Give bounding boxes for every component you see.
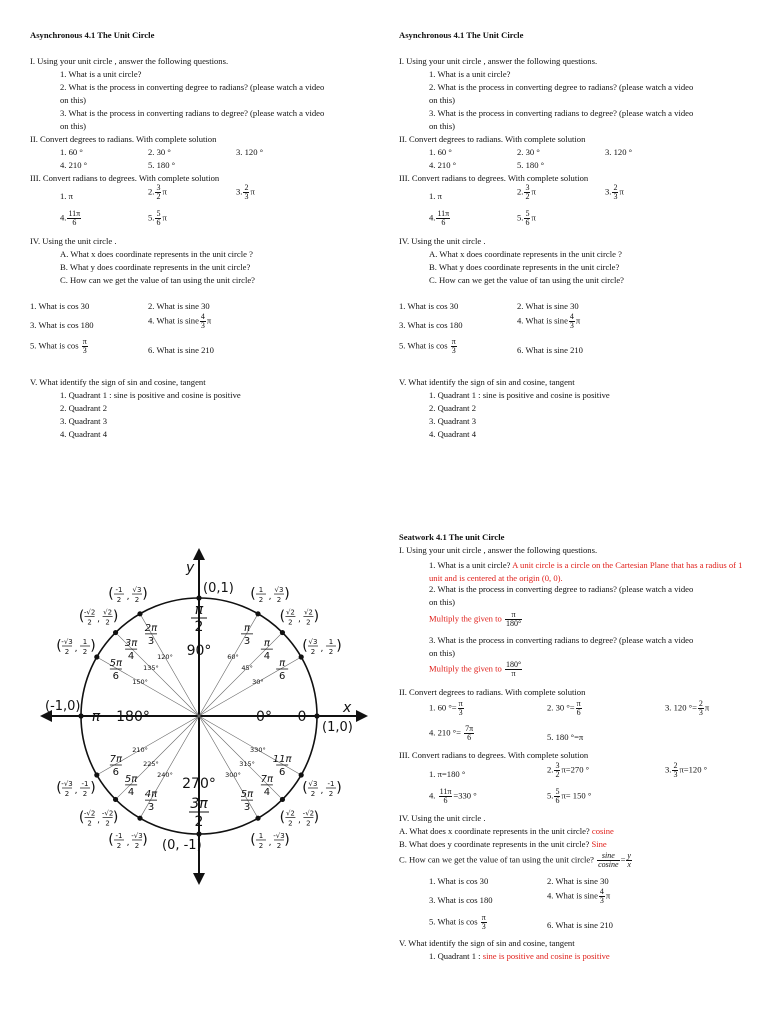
angle-point <box>94 654 99 659</box>
fraction: $\frac{11\pi}{6}$ <box>437 209 450 227</box>
radian-label-den: 6 <box>278 671 286 682</box>
coord-y-num: -√2 <box>101 809 114 818</box>
radian-label-num: π <box>279 658 286 669</box>
degree-label: 30° <box>252 678 264 686</box>
question-2-cont: on this) <box>429 597 456 607</box>
coord-x-num: 1 <box>258 831 264 840</box>
degree-label: 60° <box>227 653 239 662</box>
section-2-heading: II. Convert degrees to radians. With complete solution <box>30 134 217 144</box>
s3-item: 5. $\frac{5}{6}$ π <box>148 209 167 227</box>
s3-item: 2. $\frac{3}{2}$ π <box>148 183 167 201</box>
coord-paren: ( <box>279 809 286 826</box>
s5-item: 2. Quadrant 2 <box>60 403 108 413</box>
seatwork-title: Seatwork 4.1 The unit Circle <box>399 532 505 542</box>
fraction: $\frac{7\pi}{6}$ <box>465 724 474 742</box>
section-2-heading: II. Convert degrees to radians. With complete solution <box>399 687 586 697</box>
fraction: $\frac{2}{3}$ <box>673 761 678 779</box>
coord-y-num: 1 <box>82 638 88 646</box>
fraction: $\frac{\pi}{3}$ <box>458 699 463 717</box>
coord-y-num: -√2 <box>302 809 315 818</box>
angle-ray <box>199 633 282 716</box>
coord-comma: , <box>297 815 301 826</box>
coord-y-num: 1 <box>328 638 334 646</box>
fraction: $\frac{2}{3}$ <box>698 699 703 717</box>
s2-answer: 5. 180 °=π <box>547 732 584 742</box>
coord-comma: , <box>126 837 130 848</box>
s3-answer: 3. $\frac{2}{3}$ π=120 ° <box>665 761 708 779</box>
fraction: sine cosine <box>598 851 619 869</box>
coord-paren: ) <box>90 780 96 796</box>
angle-point <box>78 713 83 718</box>
s5-answer: 1. Quadrant 1 : sine is positive and cosine is positive <box>429 951 610 961</box>
fraction: $\frac{y}{x}$ <box>627 851 631 869</box>
s2-item: 4. 210 ° <box>429 160 457 170</box>
fraction: $\frac{\pi}{3}$ <box>481 913 486 931</box>
radian-label-den: 3 <box>147 802 155 814</box>
s4-question-b: B. What y does coordinate represents in the unit circle? <box>429 262 620 272</box>
deg-180: 180° <box>116 709 150 725</box>
coord-paren: ( <box>56 780 62 796</box>
radian-label-den: 3 <box>243 802 251 814</box>
coord-y-num: √3 <box>274 586 284 595</box>
question-2: 2. What is the process in converting degree to radians? (please watch a video <box>429 584 694 594</box>
coord-x-num: -1 <box>115 586 123 595</box>
coord-y-den: 2 <box>276 596 282 605</box>
coord-y-den: 2 <box>134 596 140 605</box>
coord-comma: , <box>126 592 130 603</box>
coord-x-den: 2 <box>87 819 92 828</box>
section-4-heading: IV. Using the unit circle . <box>30 236 117 246</box>
coord-comma: , <box>320 786 324 796</box>
trig-q: 6. What is sine 210 <box>547 920 613 930</box>
coord-x-num: -√2 <box>83 809 96 818</box>
s3-answer: 5. $\frac{5}{6}$ π= 150 ° <box>547 787 592 805</box>
coord-paren: ) <box>284 586 290 603</box>
coord-x-num: 1 <box>258 586 264 595</box>
s4-question-c: C. How can we get the value of tan using the unit circle? <box>429 275 624 285</box>
degree-label: 315° <box>239 760 255 769</box>
question-2: 2. What is the process in converting degree to radians? (please watch a video <box>429 82 694 92</box>
trig-q: 3. What is cos 180 <box>30 320 94 330</box>
s5-item: 3. Quadrant 3 <box>429 416 477 426</box>
radian-label-num: 5π <box>240 789 254 801</box>
degree-label: 45° <box>241 663 253 672</box>
rad-pi: π <box>91 709 101 725</box>
coord-x-den: 2 <box>310 790 316 798</box>
section-5-heading: V. What identify the sign of sin and cosine, tangent <box>399 377 575 387</box>
section-1-heading: I. Using your unit circle , answer the following questions. <box>30 56 229 66</box>
deg-0: 0° <box>256 709 272 725</box>
s3-item: 3. $\frac{2}{3}$ π <box>236 183 255 201</box>
fraction: $\frac{5}{6}$ <box>555 787 560 805</box>
fraction: $\frac{3}{2}$ <box>555 761 560 779</box>
angle-point <box>113 797 118 802</box>
coord-comma: , <box>320 644 324 654</box>
degree-label: 150° <box>132 678 148 686</box>
coord-y-den: 2 <box>328 648 334 656</box>
angle-point <box>255 816 260 821</box>
trig-q: 2. What is sine 30 <box>148 301 210 311</box>
degree-label: 330° <box>250 746 266 754</box>
radian-label-den: 4 <box>263 786 271 798</box>
coord-x-den: 2 <box>87 618 92 627</box>
s3-item: 4. $\frac{11\pi}{6}$ <box>60 209 81 227</box>
s5-item: 1. Quadrant 1 : sine is positive and cosine is positive <box>429 390 610 400</box>
coord-paren: ( <box>78 608 85 625</box>
s3-answer: 1. π=180 ° <box>429 769 466 779</box>
s5-item: 2. Quadrant 2 <box>429 403 477 413</box>
trig-q: 5. What is cos $\frac{\pi}{3}$ <box>429 913 486 931</box>
trig-q: 3. What is cos 180 <box>429 895 493 905</box>
question-3: 3. What is the process in converting radians to degree? (please watch a video <box>429 108 694 118</box>
degree-label: 300° <box>225 770 241 779</box>
trig-q: 2. What is sine 30 <box>547 876 609 886</box>
s3-item: 4. $\frac{11\pi}{6}$ <box>429 209 450 227</box>
coord-x-num: √3 <box>308 780 318 788</box>
radian-label-den: 4 <box>127 651 135 663</box>
coord-y-num: √2 <box>303 608 313 617</box>
trig-q: 6. What is sine 210 <box>148 345 214 355</box>
coord-x-num: √2 <box>285 809 295 818</box>
coord-paren: ( <box>279 608 286 625</box>
coord-y-num: √2 <box>103 608 113 617</box>
coord-top: (0,1) <box>203 581 234 596</box>
s5-item: 3. Quadrant 3 <box>60 416 108 426</box>
trig-q: 4. What is sine $\frac{4}{3}$ π <box>517 312 581 330</box>
coord-paren: ) <box>336 638 342 654</box>
coord-x-den: 2 <box>116 596 122 605</box>
coord-x-num: -√3 <box>61 638 73 646</box>
coord-paren: ) <box>112 608 119 625</box>
radian-label-num: π <box>243 622 251 634</box>
radian-label-num: 11π <box>272 754 292 765</box>
s3-item: 5. $\frac{5}{6}$ π <box>517 209 536 227</box>
deg-90: 90° <box>186 643 212 659</box>
s5-item: 1. Quadrant 1 : sine is positive and cosine is positive <box>60 390 241 400</box>
fraction: $\frac{180^\circ}{\pi}$ <box>505 660 522 678</box>
arrow-up-icon <box>193 548 205 560</box>
coord-paren: ) <box>90 638 96 654</box>
radian-label-num: 7π <box>260 773 274 785</box>
fraction: $\frac{\pi}{3}$ <box>82 337 87 355</box>
radian-label-num: 3π <box>124 638 138 650</box>
angle-point <box>280 797 285 802</box>
s5-item: 4. Quadrant 4 <box>60 429 108 439</box>
coord-x-num: -√3 <box>61 780 73 788</box>
answer-unit-circle: 1. What is a unit circle? A unit circle is a circle on the Cartesian Plane that has a radius of 1 unit and is centered at the origin (0, 0). <box>429 560 743 583</box>
degree-label: 210° <box>132 746 148 754</box>
section-3-heading: III. Convert radians to degrees. With complete solution <box>30 173 220 183</box>
angle-point <box>196 595 201 600</box>
fraction: $\frac{4}{3}$ <box>200 312 205 330</box>
radian-label-num: π <box>263 638 270 650</box>
s2-item: 4. 210 ° <box>60 160 88 170</box>
s3-item: 1. π <box>60 191 73 201</box>
trig-q: 4. What is sine $\frac{4}{3}$ π <box>547 887 611 905</box>
angle-point <box>113 630 118 635</box>
coord-paren: ( <box>56 638 62 654</box>
radian-label-den: 4 <box>263 651 271 663</box>
coord-left: (-1,0) <box>45 699 81 714</box>
coord-x-num: √3 <box>308 638 318 646</box>
s2-item: 5. 180 ° <box>517 160 545 170</box>
coord-paren: ) <box>336 780 342 796</box>
worksheet-title: Asynchronous 4.1 The Unit Circle <box>30 30 155 40</box>
angle-point <box>255 611 260 616</box>
section-3-heading: III. Convert radians to degrees. With complete solution <box>399 750 589 760</box>
coord-y-den: 2 <box>306 618 311 627</box>
s4-question-a: A. What x does coordinate represents in the unit circle ? <box>429 249 622 259</box>
coord-right: (1,0) <box>322 720 353 735</box>
section-5-heading: V. What identify the sign of sin and cosine, tangent <box>30 377 206 387</box>
section-1-heading: I. Using your unit circle , answer the following questions. <box>399 56 598 66</box>
coord-x-den: 2 <box>310 648 316 656</box>
section-4-heading: IV. Using the unit circle . <box>399 236 486 246</box>
section-1-heading: I. Using your unit circle , answer the following questions. <box>399 545 598 555</box>
fraction: $\frac{3}{2}$ <box>156 183 161 201</box>
coord-paren: ) <box>284 831 290 848</box>
s3-item: 2. $\frac{3}{2}$ π <box>517 183 536 201</box>
trig-q: 3. What is cos 180 <box>399 320 463 330</box>
radian-label-num: 5π <box>109 658 123 669</box>
coord-paren: ( <box>250 831 256 848</box>
coord-y-den: 2 <box>328 790 334 798</box>
coord-x-den: 2 <box>258 841 264 850</box>
coord-y-num: √3 <box>132 586 142 595</box>
question-2-cont: on this) <box>60 95 87 105</box>
fraction: $\frac{2}{3}$ <box>244 183 249 201</box>
s4-answer-a: A. What does x coordinate represents in the unit circle? cosine <box>399 826 614 836</box>
coord-comma: , <box>297 614 301 625</box>
section-5-heading: V. What identify the sign of sin and cosine, tangent <box>399 938 575 948</box>
trig-q: 2. What is sine 30 <box>517 301 579 311</box>
question-3-cont: on this) <box>429 121 456 131</box>
radian-label-den: 3 <box>147 635 155 647</box>
angle-point <box>299 654 304 659</box>
question-1: 1. What is a unit circle? <box>429 69 511 79</box>
s3-item: 1. π <box>429 191 442 201</box>
radian-label-den: 6 <box>278 767 286 778</box>
coord-x-den: 2 <box>64 648 70 656</box>
coord-x-den: 2 <box>258 596 264 605</box>
angle-point <box>314 713 319 718</box>
trig-q: 1. What is cos 30 <box>429 876 489 886</box>
fraction: $\frac{4}{3}$ <box>599 887 604 905</box>
coord-comma: , <box>97 815 101 826</box>
coord-x-num: -√2 <box>83 608 96 617</box>
s3-item: 3. $\frac{2}{3}$ π <box>605 183 624 201</box>
trig-q: 6. What is sine 210 <box>517 345 583 355</box>
coord-comma: , <box>97 614 101 625</box>
s2-item: 5. 180 ° <box>148 160 176 170</box>
coord-x-num: √2 <box>285 608 295 617</box>
rad-3pi-2-den: 2 <box>194 814 204 830</box>
question-3-cont: on this) <box>429 648 456 658</box>
question-3: 3. What is the process in converting radians to degree? (please watch a video <box>429 635 694 645</box>
coord-paren: ) <box>313 809 320 826</box>
fraction: $\frac{11\pi}{6}$ <box>439 787 452 805</box>
coord-comma: , <box>268 592 272 603</box>
s4-answer-b: B. What does y coordinate represents in the unit circle? Sine <box>399 839 607 849</box>
s2-item: 2. 30 ° <box>148 147 171 157</box>
s3-answer: 2. $\frac{3}{2}$ π=270 ° <box>547 761 590 779</box>
radian-label-num: 7π <box>109 754 123 765</box>
coord-x-den: 2 <box>288 618 293 627</box>
trig-q: 5. What is cos $\frac{\pi}{3}$ <box>399 337 456 355</box>
answer-rad-to-deg: Multiply the given to $\frac{180^\circ}{\pi}$ <box>429 660 522 678</box>
question-2-cont: on this) <box>429 95 456 105</box>
coord-paren: ) <box>142 831 148 848</box>
radian-label-num: 4π <box>144 789 158 801</box>
s4-question-c: C. How can we get the value of tan using the unit circle? <box>60 275 255 285</box>
coord-paren: ) <box>112 809 119 826</box>
coord-y-den: 2 <box>82 648 88 656</box>
fraction: $\frac{5}{6}$ <box>525 209 530 227</box>
fraction: $\frac{3}{2}$ <box>525 183 530 201</box>
coord-paren: ( <box>108 586 114 603</box>
coord-y-den: 2 <box>306 819 311 828</box>
s2-answer: 3. 120 °= $\frac{2}{3}$ π <box>665 699 710 717</box>
coord-y-den: 2 <box>105 618 110 627</box>
rad-0: 0 <box>297 709 307 725</box>
s3-answer: 4. $\frac{11\pi}{6}$ =330 ° <box>429 787 477 805</box>
angle-point <box>280 630 285 635</box>
coord-paren: ( <box>302 780 308 796</box>
arrow-right-icon <box>356 710 368 722</box>
s5-item: 4. Quadrant 4 <box>429 429 477 439</box>
answer-text: A unit circle is a circle on the Cartesian Plane that has a radius of 1 unit and is centered at the origin (0, 0). <box>429 560 743 583</box>
coord-paren: ) <box>313 608 320 625</box>
s2-item: 3. 120 ° <box>236 147 264 157</box>
coord-y-num: -√3 <box>131 831 143 840</box>
s2-item: 3. 120 ° <box>605 147 633 157</box>
fraction: $\frac{\pi}{3}$ <box>451 337 456 355</box>
coord-comma: , <box>74 786 78 796</box>
coord-x-num: -1 <box>115 831 123 840</box>
question-1: 1. What is a unit circle? <box>60 69 142 79</box>
fraction: $\frac{\pi}{6}$ <box>576 699 581 717</box>
radian-label-den: 4 <box>127 786 135 798</box>
coord-paren: ( <box>108 831 114 848</box>
question-3-cont: on this) <box>60 121 87 131</box>
coord-y-num: -1 <box>81 780 89 788</box>
answer-deg-to-rad: Multiply the given to $\frac{\pi}{180^\circ}$ <box>429 610 522 628</box>
s2-item: 2. 30 ° <box>517 147 540 157</box>
radian-label-num: 5π <box>124 773 138 785</box>
angle-point <box>137 816 142 821</box>
trig-q: 1. What is cos 30 <box>30 301 90 311</box>
trig-q: 5. What is cos $\frac{\pi}{3}$ <box>30 337 87 355</box>
s4-question-b: B. What y does coordinate represents in the unit circle? <box>60 262 251 272</box>
fraction: $\frac{4}{3}$ <box>569 312 574 330</box>
rad-pi-2-den: 2 <box>194 619 204 635</box>
angle-point <box>196 831 201 836</box>
coord-y-den: 2 <box>276 841 282 850</box>
s2-answer: 4. 210 °= $\frac{7\pi}{6}$ <box>429 724 474 742</box>
fraction: $\frac{5}{6}$ <box>156 209 161 227</box>
degree-label: 120° <box>157 653 173 662</box>
s2-answer: 2. 30 °= $\frac{\pi}{6}$ <box>547 699 581 717</box>
section-4-heading: IV. Using the unit circle . <box>399 813 486 823</box>
s4-answer-c: C. How can we get the value of tan using the unit circle? sine cosine = $\frac{y}{x}$ <box>399 851 631 869</box>
question-3: 3. What is the process in converting radians to degree? (please watch a video <box>60 108 325 118</box>
fraction: $\frac{11\pi}{6}$ <box>68 209 81 227</box>
coord-x-den: 2 <box>288 819 293 828</box>
question-2: 2. What is the process in converting degree to radians? (please watch a video <box>60 82 325 92</box>
coord-paren: ( <box>78 809 85 826</box>
degree-label: 135° <box>143 663 159 672</box>
radian-label-num: 2π <box>144 622 158 634</box>
fraction: $\frac{2}{3}$ <box>613 183 618 201</box>
coord-paren: ) <box>142 586 148 603</box>
coord-y-den: 2 <box>134 841 140 850</box>
worksheet-title: Asynchronous 4.1 The Unit Circle <box>399 30 524 40</box>
s2-item: 1. 60 ° <box>429 147 452 157</box>
coord-y-num: -1 <box>327 780 335 788</box>
degree-label: 240° <box>157 770 173 779</box>
section-2-heading: II. Convert degrees to radians. With complete solution <box>399 134 586 144</box>
arrow-down-icon <box>193 873 205 885</box>
coord-y-den: 2 <box>105 819 110 828</box>
angle-point <box>137 611 142 616</box>
coord-y-num: -√3 <box>273 831 285 840</box>
coord-bottom: (0, -1) <box>162 838 202 853</box>
coord-comma: , <box>268 837 272 848</box>
s2-answer: 1. 60 °= $\frac{\pi}{3}$ <box>429 699 463 717</box>
rad-pi-2-num: π <box>194 602 204 618</box>
deg-270: 270° <box>182 776 216 792</box>
coord-x-den: 2 <box>64 790 70 798</box>
radian-label-den: 6 <box>112 671 120 682</box>
angle-point <box>94 772 99 777</box>
coord-y-den: 2 <box>82 790 88 798</box>
angle-point <box>299 772 304 777</box>
trig-q: 1. What is cos 30 <box>399 301 459 311</box>
s2-item: 1. 60 ° <box>60 147 83 157</box>
coord-x-den: 2 <box>116 841 122 850</box>
radian-label-den: 6 <box>112 767 120 778</box>
fraction: $\frac{\pi}{180^\circ}$ <box>505 610 522 628</box>
coord-paren: ( <box>250 586 256 603</box>
coord-comma: , <box>74 644 78 654</box>
section-3-heading: III. Convert radians to degrees. With complete solution <box>399 173 589 183</box>
x-axis-label: x <box>343 700 352 716</box>
y-axis-label: y <box>186 560 195 576</box>
rad-3pi-2-num: 3π <box>190 796 208 812</box>
trig-q: 4. What is sine $\frac{4}{3}$ π <box>148 312 212 330</box>
degree-label: 225° <box>143 760 159 769</box>
s4-question-a: A. What x does coordinate represents in the unit circle ? <box>60 249 253 259</box>
radian-label-den: 3 <box>243 635 251 647</box>
coord-paren: ( <box>302 638 308 654</box>
